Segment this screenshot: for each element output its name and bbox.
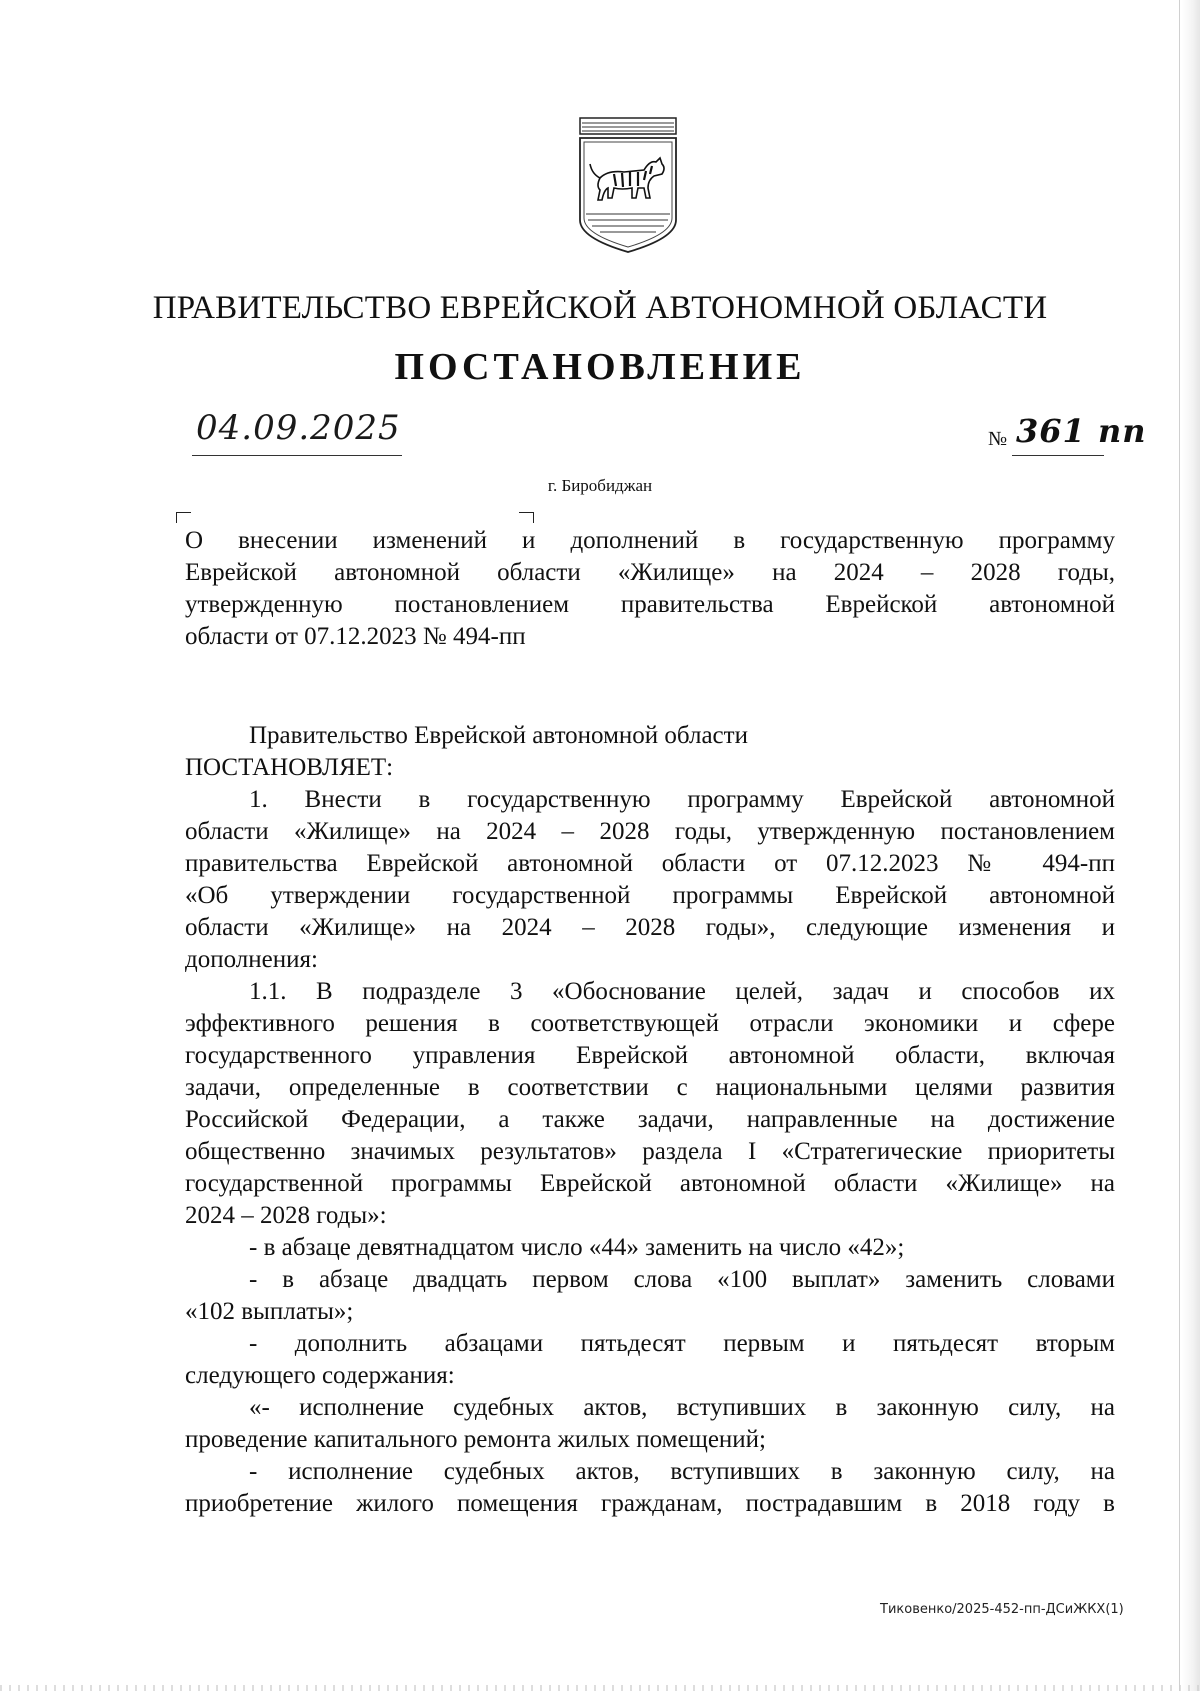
body-line: области «Жилище» на 2024 – 2028 годы, утвержденную постановлением [185, 818, 1115, 845]
body-line: эффективного решения в соответствующей отрасли экономики и сфере [185, 1010, 1115, 1037]
document-subject [185, 525, 1115, 653]
body-line: «Об утверждении государственной программы Еврейской автономной [185, 882, 1115, 909]
handwritten-date: 04.09.2025 [196, 408, 401, 448]
body-line: 2024 – 2028 годы»: [185, 1202, 387, 1229]
scan-edge-line [1179, 0, 1180, 1691]
body-line: 1. Внести в государственную программу Еврейской автономной [249, 786, 1115, 813]
body-line: 1.1. В подразделе 3 «Обоснование целей, задач и способов их [249, 978, 1115, 1005]
body-line: «- исполнение судебных актов, вступивших в законную силу, на [249, 1394, 1115, 1421]
body-line: государственной программы Еврейской автономной области «Жилище» на [185, 1170, 1115, 1197]
subject-line: области от 07.12.2023 № 494-пп [185, 623, 526, 650]
document-type-title: ПОСТАНОВЛЕНИЕ [394, 346, 806, 388]
subject-line: утвержденную постановлением правительства Еврейской автономной [185, 591, 1115, 618]
body-line: задачи, определенные в соответствии с национальными целями развития [185, 1074, 1115, 1101]
body-line: - в абзаце девятнадцатом число «44» заменить на число «42»; [249, 1234, 905, 1261]
body-line: Правительство Еврейской автономной области [249, 722, 748, 749]
subject-bracket-left [176, 512, 191, 523]
date-underline [192, 455, 402, 456]
number-underline [1012, 455, 1104, 456]
document-footer-code: Тиковенко/2025-452-пп-ДСиЖКХ(1) [880, 1602, 1124, 1617]
subject-line: Еврейской автономной области «Жилище» на 2024 – 2028 годы, [185, 559, 1115, 586]
number-label: № [988, 428, 1008, 450]
government-title: ПРАВИТЕЛЬСТВО ЕВРЕЙСКОЙ АВТОНОМНОЙ ОБЛАСТИ [152, 290, 1048, 326]
body-line: «102 выплаты»; [185, 1298, 354, 1325]
scan-bottom-noise [0, 1685, 1200, 1691]
document-body [185, 720, 1115, 1520]
body-line: правительства Еврейской автономной области от 07.12.2023 № 494-пп [185, 850, 1115, 877]
body-line: ПОСТАНОВЛЯЕТ: [185, 754, 394, 781]
body-line: проведение капитального ремонта жилых помещений; [185, 1426, 766, 1453]
body-line: - исполнение судебных актов, вступивших в законную силу, на [249, 1458, 1115, 1485]
body-line: приобретение жилого помещения гражданам, пострадавшим в 2018 году в [185, 1490, 1115, 1517]
body-line: - дополнить абзацами пятьдесят первым и пятьдесят вторым [249, 1330, 1115, 1357]
subject-bracket-right [519, 512, 534, 523]
scan-edge [1182, 0, 1200, 1691]
coat-of-arms-icon [578, 116, 678, 256]
body-line: - в абзаце двадцать первом слова «100 выплат» заменить словами [249, 1266, 1115, 1293]
body-line: следующего содержания: [185, 1362, 455, 1389]
body-line: Российской Федерации, а также задачи, направленные на достижение [185, 1106, 1115, 1133]
body-line: области «Жилище» на 2024 – 2028 годы», следующие изменения и [185, 914, 1115, 941]
handwritten-number: 361 пп [1016, 412, 1147, 450]
city-label: г. Биробиджан [547, 476, 653, 495]
body-line: государственного управления Еврейской автономной области, включая [185, 1042, 1115, 1069]
body-line: дополнения: [185, 946, 318, 973]
body-line: общественно значимых результатов» раздела I «Стратегические приоритеты [185, 1138, 1115, 1165]
date-field [192, 408, 402, 460]
subject-line: О внесении изменений и дополнений в государственную программу [185, 527, 1115, 554]
